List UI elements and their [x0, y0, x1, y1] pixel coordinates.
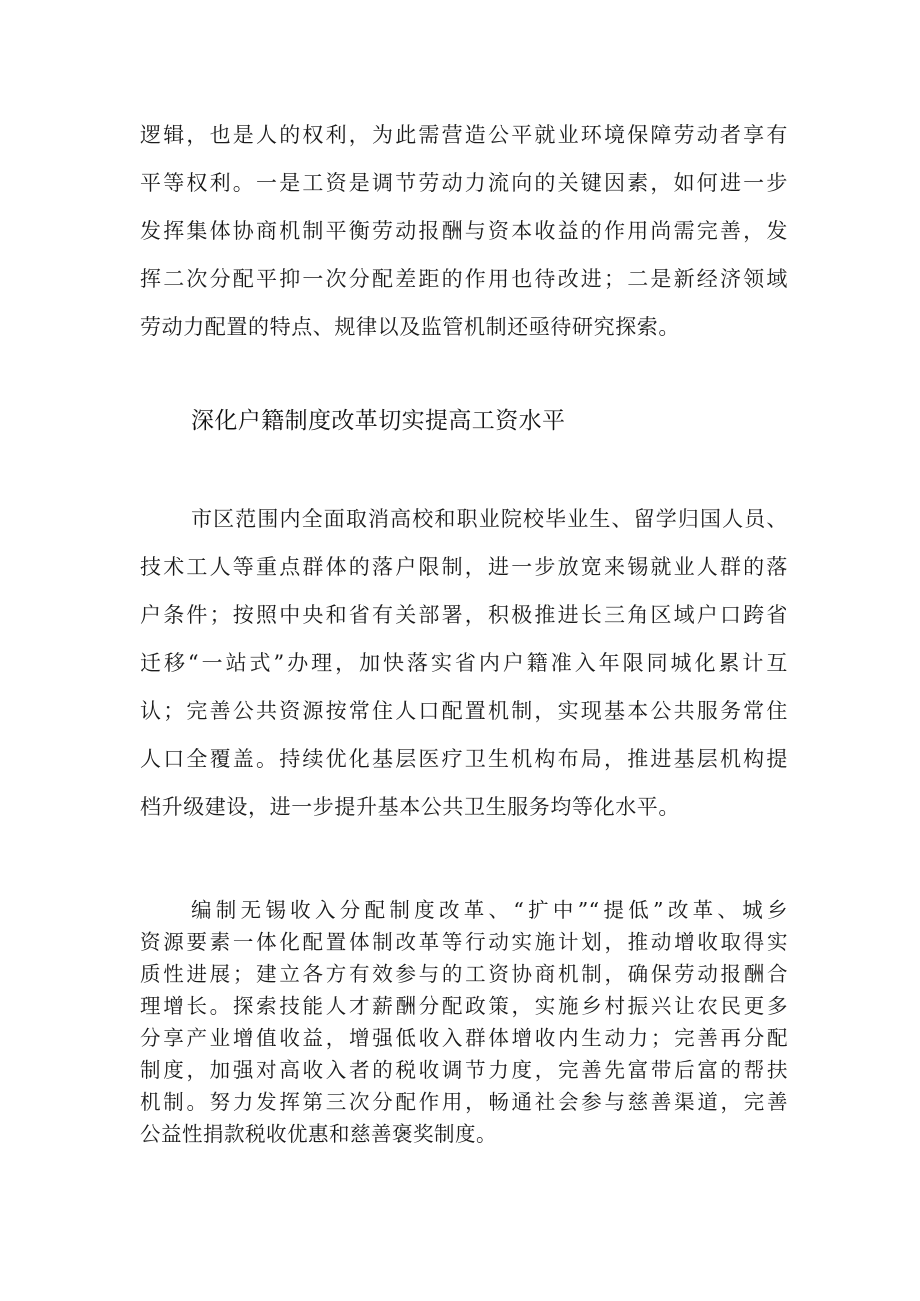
text-line: 理增长。探索技能人才薪酬分配政策，实施乡村振兴让农民更多 — [140, 994, 788, 1018]
text-line: 挥二次分配平抑一次分配差距的作用也待改进；二是新经济领域 — [140, 267, 788, 291]
text-line: 资源要素一体化配置体制改革等行动实施计划，推动增收取得实 — [140, 930, 788, 954]
text-line: 迁移“一站式”办理，加快落实省内户籍准入年限同城化累计互 — [140, 651, 788, 675]
section-heading: 深化户籍制度改革切实提高工资水平 — [191, 408, 566, 434]
text-line: 档升级建设，进一步提升基本公共卫生服务均等化水平。 — [140, 795, 680, 819]
text-line: 编制无锡收入分配制度改革、“扩中”“提低”改革、城乡 — [191, 898, 788, 922]
text-line: 劳动力配置的特点、规律以及监管机制还亟待研究探索。 — [140, 315, 680, 339]
text-line: 公益性捐款税收优惠和慈善褒奖制度。 — [140, 1122, 497, 1146]
text-line: 人口全覆盖。持续优化基层医疗卫生机构布局，推进基层机构提 — [140, 747, 788, 771]
text-line: 机制。努力发挥第三次分配作用，畅通社会参与慈善渠道，完善 — [140, 1090, 788, 1114]
text-line: 市区范围内全面取消高校和职业院校毕业生、留学归国人员、 — [191, 507, 788, 531]
text-line: 发挥集体协商机制平衡劳动报酬与资本收益的作用尚需完善，发 — [140, 219, 788, 243]
text-line: 分享产业增值收益，增强低收入群体增收内生动力；完善再分配 — [140, 1026, 788, 1050]
text-line: 户条件；按照中央和省有关部署，积极推进长三角区域户口跨省 — [140, 603, 788, 627]
text-line: 技术工人等重点群体的落户限制，进一步放宽来锡就业人群的落 — [140, 555, 788, 579]
text-line: 制度，加强对高收入者的税收调节力度，完善先富带后富的帮扶 — [140, 1058, 788, 1082]
text-line: 平等权利。一是工资是调节劳动力流向的关键因素，如何进一步 — [140, 171, 788, 195]
text-line: 逻辑，也是人的权利，为此需营造公平就业环境保障劳动者享有 — [140, 123, 788, 147]
text-line: 认；完善公共资源按常住人口配置机制，实现基本公共服务常住 — [140, 699, 788, 723]
text-line: 质性进展；建立各方有效参与的工资协商机制，确保劳动报酬合 — [140, 962, 788, 986]
